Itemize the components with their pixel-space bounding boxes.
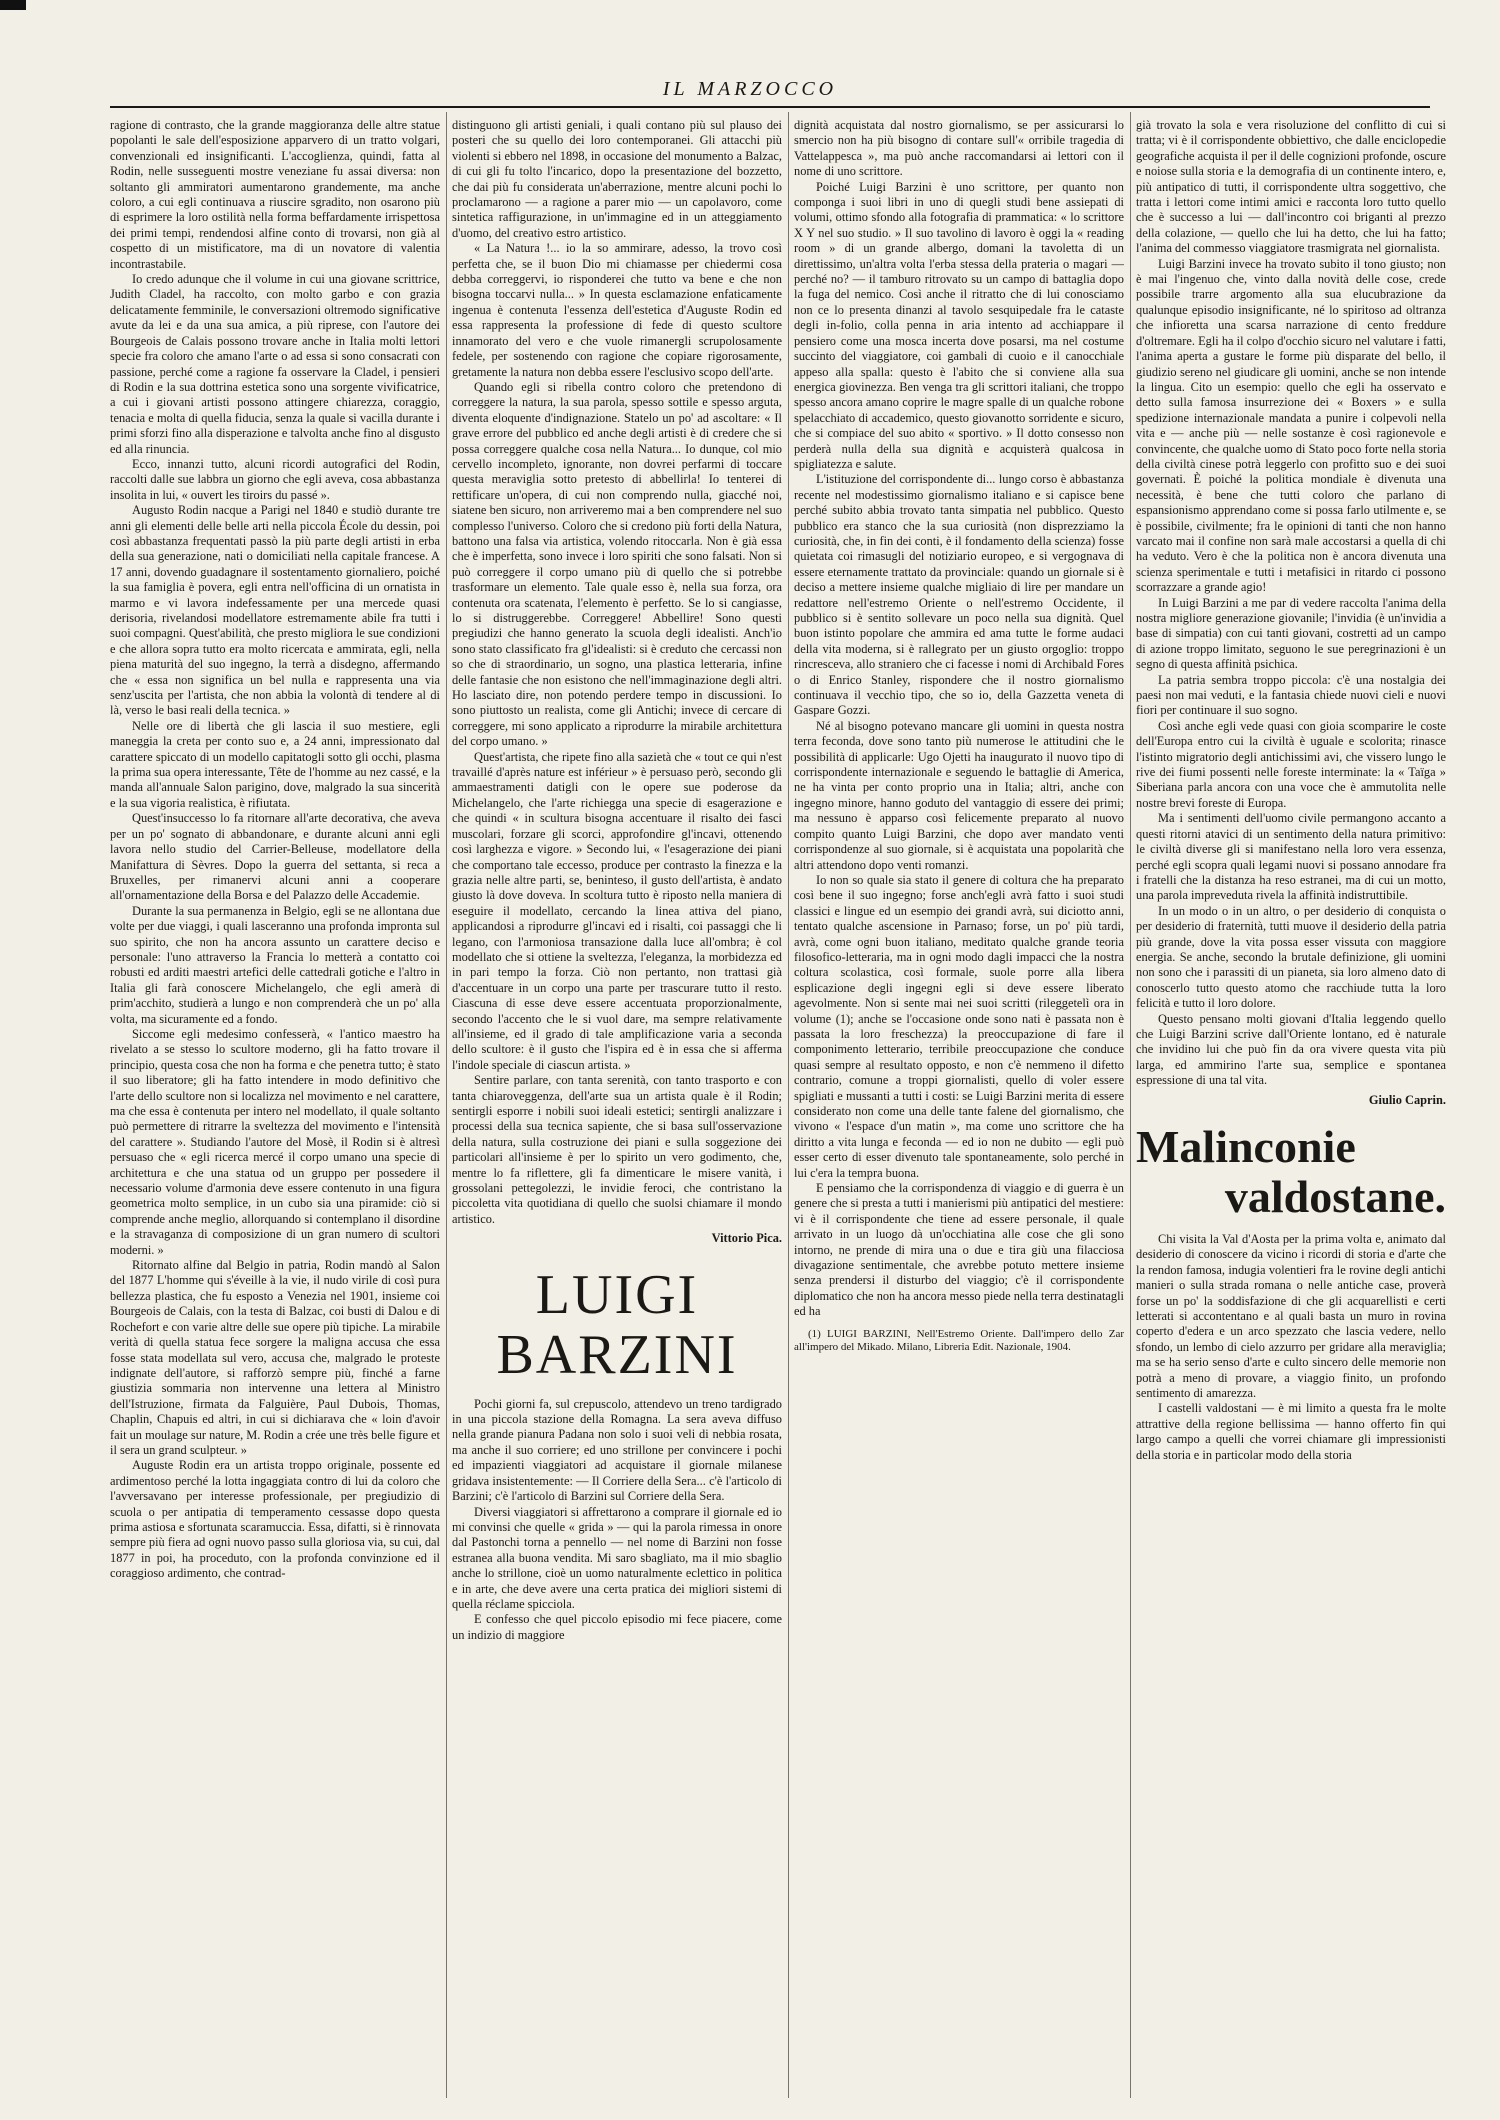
paragraph: Quest'insuccesso lo fa ritornare all'arte decorativa, che aveva per un po' sognato di abbandonare, e durante alcuni anni egli lavora nello studio del Carrier-Belleuse, modellatore della Manifattura di Sèvres. Dopo la guerra del settanta, si reca a Bruxelles, per rimanervi alcuni anni a cooperare all'ornamentazione della Borsa e del Palazzo delle Accademie. xyxy=(110,811,440,903)
paragraph: Pochi giorni fa, sul crepuscolo, attendevo un treno tardigrado in una piccola stazione della Romagna. La sera aveva diffuso nella grande pianura Padana non solo i suoi veli di nebbia rosata, ma anche il suo corriere; ed uno strillone per convincere i pochi ed impazienti viaggiatori ad acquistare il giornale milanese gridava insistentemente: — Il Corriere della Sera... c'è l'articolo di Barzini; c'è l'articolo di Barzini sul Corriere della Sera. xyxy=(452,1396,782,1504)
paragraph: già trovato la sola e vera risoluzione del conflitto di cui si tratta; vi è il corrispondente obbiettivo, che dalle enciclopedie geografiche acquista il per il delle cognizioni profonde, oscure e noiose sulla storia e la demografia di un continente intero, e, più antipatico di tutti, il corrispondente ultra soggettivo, che tratta i lettori come intimi amici e racconta loro tutto quello che è successo a lui — dall'incontro coi briganti al prezzo della colazione, — quello che lui ha detto, che lui ha fatto; l'anima del commesso viaggiatore trasmigrata nel giornalista. xyxy=(1136,118,1446,256)
paragraph: E confesso che quel piccolo episodio mi fece piacere, come un indizio di maggiore xyxy=(452,1612,782,1642)
article-title: LUIGI BARZINI xyxy=(496,1263,738,1386)
paragraph: Io credo adunque che il volume in cui una giovane scrittrice, Judith Cladel, ha raccolto, con molto garbo e con grazia delicatamente femminile, le conversazioni oltremodo significative avute da lei e da una sua amica, a più riprese, con l'autore dei Bourgeois de Calais possono trovare anche in Italia molti lettori specie fra coloro che amano l'arte o ad essa si sono consacrati con passione, perché come a ragione fa osservare la Cladel, i pensieri di Rodin e la sua dottrina estetica sono una sorgente vivificatrice, a cui i giovani artisti possono attingere chiarezza, coraggio, tenacia e molta di quella fiducia, senza la quale si vacilla durante i primi sforzi fino alla disperazione e talvolta anche fino al disgusto ed alla rinuncia. xyxy=(110,272,440,456)
author-signature: Giulio Caprin. xyxy=(1368,1092,1446,1107)
paragraph: L'istituzione del corrispondente di... lungo corso è abbastanza recente nel modestissimo giornalismo italiano e si capisce bene perché subito abbia trovato tanta simpatia nel pubblico. Questo pubblico era stanco che la sua curiosità (non disprezziamo la curiosità, che, in fin dei conti, è il fondamento della scienza) fosse quietata coi rimasugli del notiziario europeo, e si vergognava di essere eternamente trattato da provinciale: quando un giornale si è deciso a mettere insieme qualche migliaio di lire per mandare un redattore nell'estremo Oriente o nell'estremo Occidente, il pubblico si è sentito sollevare un poco nella sua dignità. Quel buon istinto popolare che ammira ed ama tutte le forme audaci della vita moderna, si è rallegrato per un giusto orgoglio: troppo rincresceva, allo straniero che ci facesse i nomi di Archibald Fores o di Enrico Stanley, rispondere che il nostro giornalismo continuava il vecchio tipo, che so io, della Gazzetta veneta di Gaspare Gozzi. xyxy=(794,472,1124,718)
paragraph: Ma i sentimenti dell'uomo civile permangono accanto a questi ritorni atavici di un sentimento della natura primitivo: le civiltà diverse gli si manifestano nella loro vera essenza, perché egli scopra quali legami nuovi si possano annodare fra i fratelli che la distanza ha reso estranei, ma di cui un motto, una parola impreveduta rivela la affinità indistruttibile. xyxy=(1136,811,1446,903)
footnote-text: (1) LUIGI BARZINI, Nell'Estremo Oriente. Dall'impero dello Zar all'impero del Mikado. Milano, Libreria Edit. Nazionale, 1904. xyxy=(794,1327,1124,1354)
paragraph: Nelle ore di libertà che gli lascia il suo mestiere, egli maneggia la creta per conto suo e, a 24 anni, impressionato dal carattere spiccato di un modello capitatogli sotto gli occhi, plasma la prima sua opera interessante, Tête de l'homme au nez cassé, e la manda all'annuale Salon parigino, dove, malgrado la sua sincerità e la sua vigoria realistica, è rifiutata. xyxy=(110,718,440,810)
paragraph: In Luigi Barzini a me par di vedere raccolta l'anima della nostra migliore generazione giovanile; l'invidia (è un'invidia a base di simpatia) con cui tanti giovani, costretti ad un campo di azione troppo limitato, seguono le sue peregrinazioni è un segno di questa affinità psichica. xyxy=(1136,595,1446,672)
footnote xyxy=(794,1328,1124,1355)
paragraph: E pensiamo che la corrispondenza di viaggio e di guerra è un genere che si presta a tutti i manierismi più antipatici del mestiere: vi è il corrispondente che tiene ad essere personale, il quale arrivato in un luogo dà un'occhiatina alle cose che gli sono intorno, ne prende di mira una o due e tira giù una filacciosa divagazione sentimentale, che avrebbe potuto mettere insieme senza prendersi il disturbo del viaggio; c'è il corrispondente diplomatico che non ha ancora messo piede nella terra destinatagli ed ha xyxy=(794,1181,1124,1319)
author-signature: Vittorio Pica. xyxy=(711,1231,782,1246)
column-3 xyxy=(794,118,1124,2108)
paragraph: Sentire parlare, con tanta serenità, con tanto trasporto e con tanta chiaroveggenza, dell'arte sua un artista quale è il Rodin; sentirgli esporre i nobili suoi ideali estetici; sentirgli analizzare i processi della sua tecnica sapiente, che si basa sull'osservazione della natura, sulla costruzione dei piani e sulla soggezione dei particolari all'insieme è per lo spirito un vero godimento, che, mentre lo fa riflettere, gli fa dimenticare le misere vanità, i grossolani pettegolezzi, le invidie feroci, che contristano la piccoletta vita quotidiana di quello che suolsi chiamare il mondo artistico. xyxy=(452,1073,782,1226)
paragraph: « La Natura !... io la so ammirare, adesso, la trovo così perfetta che, se il buon Dio mi chiamasse per chiedermi cosa debba correggervi, io risponderei che tutto va bene e che non bisogna toccarvi nulla... » In questa esclamazione enfaticamente ingenua è contenuta l'essenza dell'estetica d'Auguste Rodin ed essa rappresenta la professione di fede di questo scultore innamorato del vero e che vuole rimanergli scrupolosamente fedele, per sostenendo con ragione che copiare rigorosamente, gretamente la natura non debba essere l'esclusivo scopo dell'arte. xyxy=(452,241,782,379)
scan-corner-mark xyxy=(0,0,26,10)
paragraph: dignità acquistata dal nostro giornalismo, se per assicurarsi lo smercio non ha più bisogno di contare sull'« orribile tragedia di Vattelappesca », ma può anche raccomandarsi ai lettori con il nome di uno scrittore. xyxy=(794,118,1124,179)
paragraph: distinguono gli artisti geniali, i quali contano più sul plauso dei posteri che su quello dei loro contemporanei. Gli attacchi più violenti si ebbero nel 1898, in occasione del monumento a Balzac, di cui gli fu tolto l'incarico, dopo la presentazione del bozzetto, che dai più fu considerata un'aberrazione, mentre alcuni pochi lo proclamarono — a ragione a parer mio — un capolavoro, come sintetica raffigurazione, in un'immagine ed in un atteggiamento d'uomo, del creativo estro artistico. xyxy=(452,118,782,240)
running-header: IL MARZOCCO xyxy=(662,78,838,100)
article-title-line-2: valdostane. xyxy=(1224,1171,1446,1222)
paragraph: Quando egli si ribella contro coloro che pretendono di correggere la natura, la sua parola, spesso sottile e spesso arguta, diventa eloquente d'indignazione. Statelo un po' ad ascoltare: « Il grave errore del pubblico ed anche degli artisti è di credere che si possa correggere qualche cosa nella Natura... Io dunque, col mio cervello incompleto, ignorante, non dovrei perfarmi di toccare questa meraviglia sotto pretesto di abbellirla! Io tenterei di rettificare un'opera, di cui non comprendo nulla, giacché noi, siatene ben sicuro, non arriveremo mai a ben comprendere nel suo complesso l'universo. Coloro che si credono più forti della Natura, battono una falsa via artistica, volendo ritoccarla. Non è già essa che è imperfetta, sono invece i loro spiriti che sono falsati. Non si può correggere il corpo umano più di quello che si potrebbe trasformare un elemento. Tale quale esso è, nella sua forza, ora contenuta ora scatenata, l'elemento è perfetto. Se lo si cangiasse, lo si distruggerebbe. Correggere! Abbellire! Sono questi pregiudizi che hanno generato la scuola degli idealisti. Anch'io sono stato classificato fra gl'idealisti: si è creduto che cercassi non so che di straordinario, un sogno, una plastica letteraria, infine delle fantasie che non esistono che nell'immaginazione degli altri. Ho lasciato dire, non potendo perdere tempo in discussioni. Io sono piuttosto un realista, come gli Antichi; invece di cercare di correggere, mi sono applicato a riprodurre la mirabile architettura del corpo umano. » xyxy=(452,379,782,749)
paragraph: La patria sembra troppo piccola: c'è una nostalgia dei paesi non mai veduti, e la fantasia chiede nuovi cieli e nuovi fiori per continuare il suo sogno. xyxy=(1136,672,1446,718)
column-1 xyxy=(110,118,440,2108)
column-rule xyxy=(788,112,789,2098)
paragraph: Così anche egli vede quasi con gioia scomparire le coste dell'Europa entro cui la civiltà è uguale e scolorita; rinasce l'istinto migratorio degli antichissimi avi, che vissero lungo le rive dei fiumi possenti nelle foreste interminate: la « Taïga » Siberiana parla ancora con una voce che è ammutolita nelle nostre brevi foreste di Europa. xyxy=(1136,718,1446,810)
paragraph: In un modo o in un altro, o per desiderio di conquista o per desiderio di fraternità, tutti muove il desiderio della patria più grande, dove la vita possa esser vissuta con maggiore energia. Se anche, secondo la brutale definizione, gli uomini non sono che i parassiti di un pianeta, sia loro almeno dato di conoscerlo tutto questo atomo che racchiude tutta la loro felicità e tutto il loro dolore. xyxy=(1136,903,1446,1011)
paragraph: Auguste Rodin era un artista troppo originale, possente ed ardimentoso perché la lotta ingaggiata contro di lui da coloro che l'avversavano per interesse professionale, per pregiudizio di scuola o per antipatia di temperamento cessasse dopo questa prima astiosa e sfortunata scaramuccia. Essa, difatti, si è rinnovata sempre più fiera ad ogni nuovo passo sulla gloriosa via, su cui, dal 1877 in poi, ha proceduto, con la profonda convinzione ed il coraggioso ardimento, che contrad- xyxy=(110,1458,440,1581)
paragraph: Diversi viaggiatori si affrettarono a comprare il giornale ed io mi convinsi che quelle « grida » — qui la parola rimessa in onore dal Pastonchi torna a pennello — nel nome di Barzini non fosse estranea alla buona vendita. Mi saro sbagliato, ma il mio sbaglio anche lo strillone, cioè un uomo naturalmente eclettico in politica e in arte, che deve avere una certa pratica dei migliori sistemi di quella réclame spicciola. xyxy=(452,1504,782,1611)
paragraph: Poiché Luigi Barzini è uno scrittore, per quanto non componga i suoi libri in uno di quegli studi bene assiepati di volumi, ottimo sfondo alla fotografia di prammatica: « lo scrittore X Y nel suo studio. » Il suo tavolino di lavoro è oggi la « reading room » di un grande albergo, domani la tavoletta di un direttissimo, un'altra volta l'erba stessa della prateria o magari — perché no? — il tamburo ritrovato su un campo di battaglia dopo la fuga del nemico. Così anche il ritratto che di lui conosciamo non ce lo presenta dinanzi al tavolo sesquipedale fra le cataste degli in-folio, colla penna in aria intento ad acchiappare il pensiero come una mosca incerta dove posarsi, ma nel costume succinto del viaggiatore, coi gambali di cuoio e il canocchiale appeso alla spalla: questo è l'abito che si conviene alla sua energica giovinezza. Ben venga tra gli scrittori italiani, che troppo spesso ancora amano coprire le magre spalle di un qualche robone spelacchiato di accademico, questo giovanotto sorridente e sicuro, che si compiace del suo abito « sportivo. » Il dotto consesso non perderà nulla della sua dignità e acquisterà qualcosa in spigliatezza e salute. xyxy=(794,179,1124,471)
paragraph: Io non so quale sia stato il genere di coltura che ha preparato così bene il suo ingegno; forse anch'egli avrà fatto i suoi studi classici e lingue ed un esempio dei grandi avrà, sui diciotto anni, tentato qualche ascensione in Parnaso; forse, un po' più tardi, avrà, come ogni buon italiano, meditato qualche grande teoria filosofico-letteraria, ma in ogni modo dagli impacci che la nostra coltura scolastica, così formale, suole porre alla libera esplicazione degli ingegni egli si deve essere liberato agevolmente. Non si sente mai nei suoi scritti (rileggetelì ora in volume (1); anche se l'occasione onde sono nati è passata non è passata la loro freschezza) la preoccupazione di fare il componimento letterario, terribile preoccupazione che conduce quasi sempre al resultato opposto, e non c'è nemmeno il difetto contrario, comune a troppi giornalisti, quello di voler essere spigliati e mussanti a tutti i costi: se Luigi Barzini merita di essere considerato non come una delle tante falene del giornalismo, che vivono « l'espace d'un matin », ma come uno scrittore che ha diritto a vita lunga e feconda — ed io non ne dubito — egli può esser certo di esser divenuto tale spontaneamente, solo perché in lui c'era la tempra buona. xyxy=(794,872,1124,1180)
paragraph: Siccome egli medesimo confesserà, « l'antico maestro ha rivelato a se stesso lo scultore moderno, gli ha fatto trovare il principio, questa cosa che non ha forma e che penetra tutto; è stato il suo liberatore; gli ha fatto intendere in modo definitivo che l'arte dello scultore non si localizza nel movimento e nel carattere, ma che essa è contenuta per intero nel modellato, il quale soltanto può permettere di ritrarre la sveltezza del movimento e l'intensità del carattere ». Studiando l'autore del Mosè, il Rodin si è altresì persuaso che « egli ricerca mercé il corpo umano una specie di architettura e che una statua od un gruppo per possedere il necessario volume d'armonia deve essere contenuto in una figura geometrica molto semplice, in un cubo sia una piramide: ciò si comprende anche meglio, allorquando si contemplano il disordine e la stravaganza di composizione di un gran numero di scultori moderni. » xyxy=(110,1026,440,1257)
paragraph: I castelli valdostani — è mi limito a questa fra le molte attrattive della regione bellissima — hanno offerto fin qui largo campo a quelli che vorrei chiamare gli impressionisti della storia e in particolar modo della storia xyxy=(1136,1401,1446,1462)
paragraph: Augusto Rodin nacque a Parigi nel 1840 e studiò durante tre anni gli elementi delle belle arti nella piccola École du dessin, poi così abbastanza frequentati passò la più parte degli artisti in erba della sua generazione, nati o domiciliati nella capitale francese. A 17 anni, dovendo guadagnare il sostentamento giornaliero, poiché la sua famiglia è povera, egli entra nell'officina di un ornatista in marmo e vi lavora indefessamente per una mercede quasi derisoria, rivelandosi modellatore estremamente abile fra tutti i suoi compagni. Quest'abilità, che presto migliora le sue condizioni e che allora sopra tutto era molto ricercata e ammirata, egli, nella piena maturità del suo ingegno, la terrà a disdegno, affermando che « essa non significa un bel nulla e rappresenta una via senz'uscita per l'artista, che non abbia la volontà di tendere al di là, verso le basi reali della tecnica. » xyxy=(110,503,440,718)
paragraph: Luigi Barzini invece ha trovato subito il tono giusto; non è mai l'ingenuo che, vinto dalla novità delle cose, crede possibile trarre argomento alla sua elucubrazione da qualunque episodio insignificante, né lo spiritoso ad oltranza che infioretta una scarsa narrazione di cento freddure d'oltremare. Egli ha il colpo d'occhio sicuro nel valutare i fatti, l'anima aperta a gustare le forme più disparate del bello, il giudizio sereno nel giudicare gli uomini, anche se non intende la lingua. Cito un esempio: quello che egli ha osservato e detto sulla famosa insurrezione dei « Boxers » e sulla spedizione internazionale mandata a punire i colpevoli nella vita e — anche più — nelle sostanze è così ragionevole e convincente, che qualche uomo di Stato poco forte nella storia della civiltà cinese potrà leggerlo con profitto suo e dei suoi governati. È poiché la politica mondiale è divenuta una necessità, è bene che tutti coloro che parlano di espansionismo apprendano come si possa farlo utilmente e, se è possibile, civilmente; fra le opinioni di tanti che non hanno varcato mai il confine non sarà male accostarsi a quella di chi ha veduto. Vero è che la politica non è ancora divenuta una scienza sperimentale e tutti i metafisici in ritardo ci possono scorrazzare a grande agio! xyxy=(1136,256,1446,595)
column-4 xyxy=(1136,118,1446,2108)
paragraph: Ecco, innanzi tutto, alcuni ricordi autografici del Rodin, raccolti dalle sue labbra un giorno che egli aveva, cosa abbastanza insolita in lui, « ouvert les tiroirs du passé ». xyxy=(110,456,440,502)
paragraph: Questo pensano molti giovani d'Italia leggendo quello che Luigi Barzini scrive dall'Oriente lontano, ed è naturale che invidino lui che può fin da ora vivere questa vita più larga, ed ammirino l'arte sua, semplice e spontanea espressione di una tal vita. xyxy=(1136,1011,1446,1088)
header-rule xyxy=(110,106,1430,108)
article-title xyxy=(1136,1122,1446,1222)
paragraph: Durante la sua permanenza in Belgio, egli se ne allontana due volte per due viaggi, i quali lasceranno una profonda impronta sul suo spirito, che non ha ancora assunto un carattere deciso e personale: l'uno attraverso la Francia lo metterà a contatto coi robusti ed arditi maestri artefici delle cattedrali gotiche e l'altro in Italia gli farà conoscere Michelangelo, che egli amerà di prim'acchito, studierà a lungo e non comprenderà che un po' alla volta, ma sicuramente ed a fondo. xyxy=(110,903,440,1026)
paragraph: Ritornato alfine dal Belgio in patria, Rodin mandò al Salon del 1877 L'homme qui s'éveille à la vie, il nudo virile di così pura bellezza plastica, che fu esposto a Venezia nel 1901, insieme coi Bourgeois de Calais, con la testa di Balzac, coi busti di Dalou e di Rochefort e con varie altre delle sue opere più tipiche. La mirabile verità di quella statua fece sorgere la maligna accusa che essa fosse stata modellata sul vero, accusa che, malgrado le proteste indignate dell'autore, si rafforzò sempre più, finché a farne giustizia sommaria non intervenne una lettera al Ministro dell'Istruzione, firmata da Falguière, Paul Dubois, Thomas, Chaplin, Chapuis ed altri, in cui si dichiarava che « loin d'avoir fait un moulage sur nature, M. Rodin a crée une très belle figure et il sera un grand sculpteur. » xyxy=(110,1258,440,1457)
column-rule xyxy=(446,112,447,2098)
paragraph: Chi visita la Val d'Aosta per la prima volta e, animato dal desiderio di conoscere da vicino i ricordi di storia e d'arte che la rendon famosa, indugia volentieri fra le rovine degli antichi manieri o sulla strada romana o nelle antiche case, proverà forse un po' la soddisfazione di che gli acquarellisti e certi letterati si accontentano e al quali basta un muro in rovina coperto d'edera e un arco spezzato che lascia vedere, nello sfondo, un lembo di cielo azzurro per gridare alla meraviglia; ma se ha serio senso d'arte e culto sincero delle memorie non potrà a meno di provare, a viaggio finito, un profondo sentimento di amarezza. xyxy=(1136,1232,1446,1401)
column-rule xyxy=(1130,112,1131,2098)
paragraph: Né al bisogno potevano mancare gli uomini in questa nostra terra feconda, dove sono tanto più numerose le attitudini che le possibilità di applicarle: Ugo Ojetti ha inaugurato il nuovo tipo di corrispondente internazionale e seguendo le battaglie di America, ne ha vinta per conto proprio una in Italia; altri, anche con ingegno minore, hanno goduto del vantaggio di essere dei primi; ma nessuno è apparso così felicemente preparato al nuovo compito quanto Luigi Barzini, che dopo aver mandato venti corrispondenze al suo giornale, si è acquistata una popolarità che altri attendono dopo venti romanzi. xyxy=(794,718,1124,872)
article-title-line-1: Malinconie xyxy=(1136,1121,1356,1172)
paragraph: ragione di contrasto, che la grande maggioranza delle altre statue popolanti le sale dell'esposizione apparvero di un tratto volgari, convenzionali ed insignificanti. L'accoglienza, quindi, fatta al Rodin, nelle susseguenti mostre veneziane fu assai diversa: non soltanto gli ammiratori aumentarono grandemente, ma anche coloro, a cui egli continuava a riuscire sgradito, non osarono più di esprimere la loro ostilità nella forma beffardamente irrispettosa dei primi tempi, rendendosi alfine conto di trovarsi, non già al cospetto di un mistificatore, ma di un novatore di valentia incontrastabile. xyxy=(110,118,440,271)
paragraph: Quest'artista, che ripete fino alla sazietà che « tout ce qui n'est travaillé d'après nature est inférieur » è persuaso però, secondo gli ammaestramenti datigli con le opere sue poderose da Michelangelo, che l'arte richiegga una specie di esagerazione e che quindi « in scultura bisogna accentuare il risalto dei fasci muscolari, forzare gli scorci, approfondire gl'incavi, ottenendo così larghezza e vigore. » Secondo lui, « l'esagerazione dei piani che comportano tale eccesso, produce per contrasto la finezza e la grazia nelle altre parti, se, beninteso, il gusto dell'artista, è andato giusto là dove doveva. In scoltura tutto è riposto nella maniera di eseguire il modellato, cercando la linea attiva del piano, applicandosi a riprodurre gl'incavi ed i risalti, coi passaggi che li legano, con l'armoniosa transazione dalla luce all'ombra; è col modellato che si ottiene la sveltezza, l'eleganza, la morbidezza ed in pari tempo la forza. Ciò non pertanto, non trattasi già d'accentuare in un corpo una parte per trascurare tutto il resto. Ciascuna di esse deve essere accentuata proporzionalmente, secondo l'accento che le si vuol dare, ma sempre relativamente all'insieme, ed il grado di tale amplificazione varia a seconda dello scultore: è il gusto che l'ispira ed è in essa che si afferma l'indole speciale di ciascun artista. » xyxy=(452,749,782,1072)
column-2 xyxy=(452,118,782,2108)
